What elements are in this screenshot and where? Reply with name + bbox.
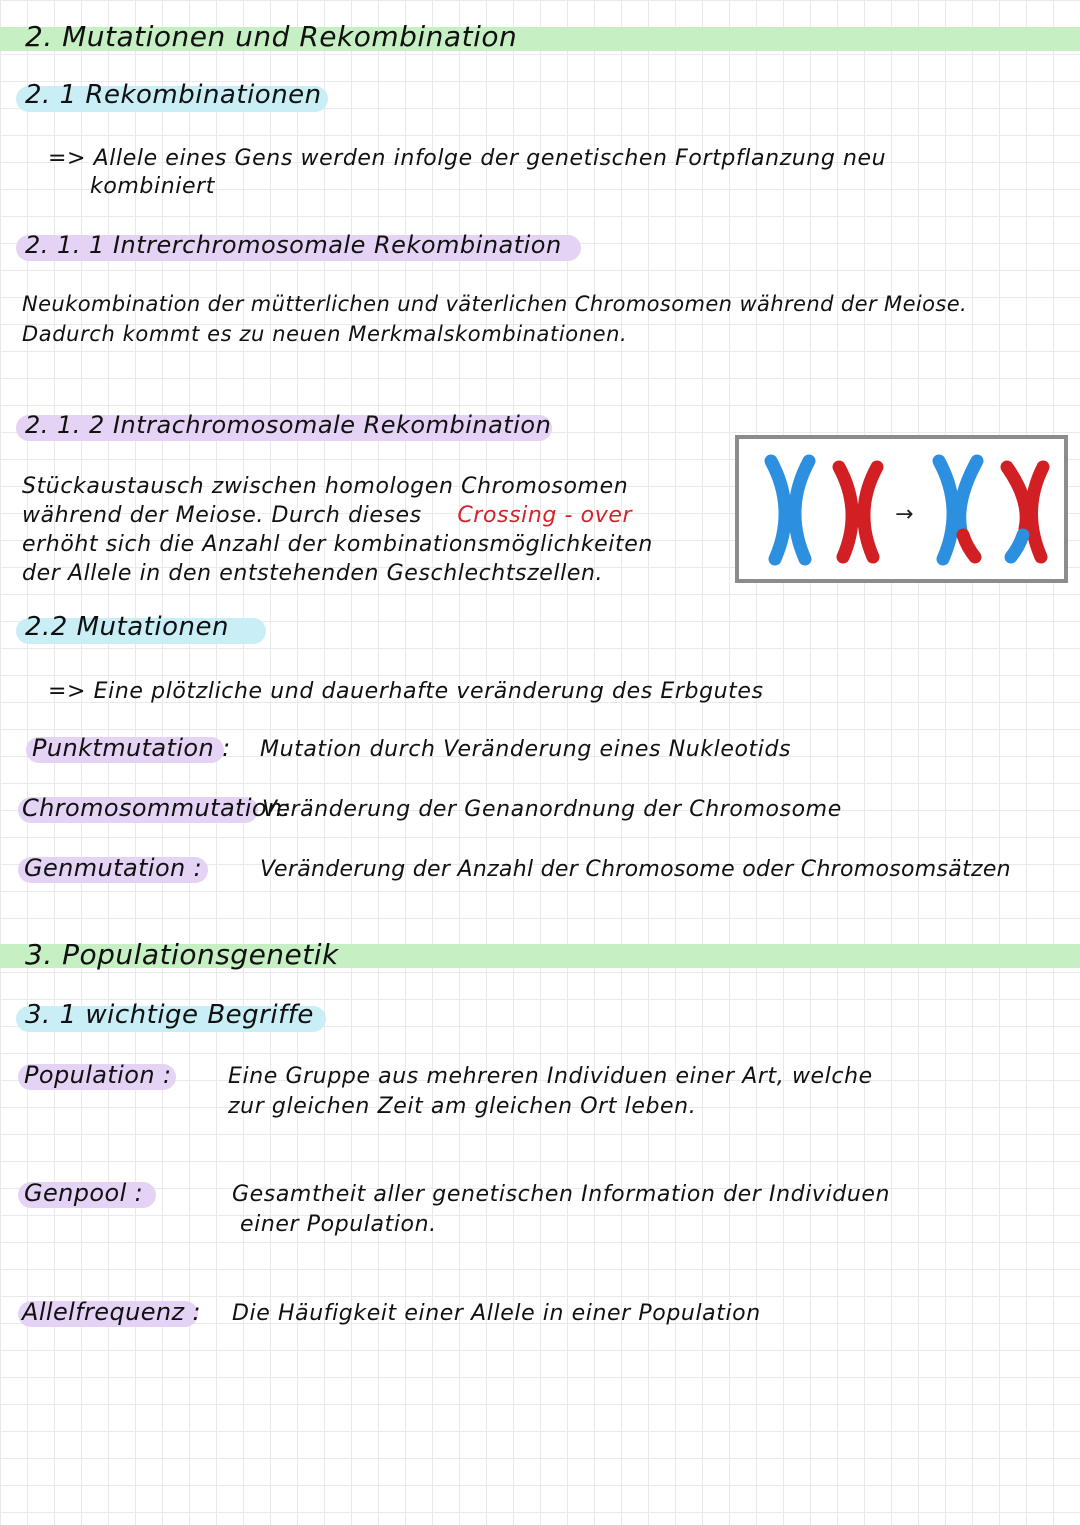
term-label: Chromosommutation: [22, 794, 292, 822]
recombinant-chromosome-blue-arm [960, 461, 977, 531]
recombinant-chromosome-red-arm [1007, 467, 1026, 529]
recombinant-segment-blue [1011, 535, 1023, 557]
body-text-segment: während der Meiose. Durch dieses [22, 503, 422, 528]
subsection-title: 3. 1 wichtige Begriffe [25, 1000, 314, 1030]
recombinant-chromosome-blue [939, 461, 953, 559]
maternal-chromosome [771, 461, 809, 559]
chromosome-diagram [739, 439, 1064, 579]
term-definition: Gesamtheit aller genetischen Information der Individuen [232, 1182, 891, 1207]
term-definition: zur gleichen Zeit am gleichen Ort leben. [228, 1094, 697, 1119]
arrow-icon: → [895, 502, 914, 527]
term-label: Punktmutation : [32, 734, 231, 762]
term-definition: Veränderung der Genanordnung der Chromosome [262, 797, 842, 822]
paternal-chromosome [839, 467, 877, 557]
term-definition: Mutation durch Veränderung eines Nukleotids [260, 737, 792, 762]
section-title: 3. Populationsgenetik [25, 938, 339, 971]
body-text: Stückaustausch zwischen homologen Chromosomen [22, 474, 629, 499]
term-definition: Die Häufigkeit einer Allele in einer Population [232, 1301, 761, 1326]
recombinant-chromosome-red [1031, 467, 1043, 557]
subsection-title: 2.2 Mutationen [25, 612, 229, 642]
subsection-title: 2. 1. 1 Intrerchromosomale Rekombination [25, 231, 562, 259]
term-label: Allelfrequenz : [22, 1298, 202, 1326]
crossing-over-figure [735, 435, 1068, 583]
crossing-over-term: Crossing - over [457, 503, 633, 528]
body-text: erhöht sich die Anzahl der kombinationsmöglichkeiten [22, 532, 653, 557]
term-label: Genpool : [24, 1179, 144, 1207]
body-text [22, 502, 632, 530]
term-definition: einer Population. [240, 1212, 437, 1237]
section-title: 2. Mutationen und Rekombination [25, 20, 518, 53]
recombinant-segment-red [963, 535, 975, 557]
body-text: Dadurch kommt es zu neuen Merkmalskombinationen. [22, 322, 628, 346]
body-text: Neukombination der mütterlichen und väterlichen Chromosomen während der Meiose. [22, 292, 968, 316]
body-text: kombiniert [90, 174, 215, 199]
term-definition: Eine Gruppe aus mehreren Individuen einer Art, welche [228, 1064, 873, 1089]
term-definition: Veränderung der Anzahl der Chromosome oder Chromosomsätzen [260, 857, 1011, 882]
term-label: Population : [24, 1061, 172, 1089]
subsection-title: 2. 1. 2 Intrachromosomale Rekombination [25, 411, 552, 439]
body-text: => Allele eines Gens werden infolge der genetischen Fortpflanzung neu [48, 146, 887, 171]
term-label: Genmutation : [24, 854, 203, 882]
body-text: der Allele in den entstehenden Geschlechtszellen. [22, 561, 604, 586]
subsection-title: 2. 1 Rekombinationen [25, 80, 322, 110]
body-text: => Eine plötzliche und dauerhafte veränderung des Erbgutes [48, 679, 764, 704]
